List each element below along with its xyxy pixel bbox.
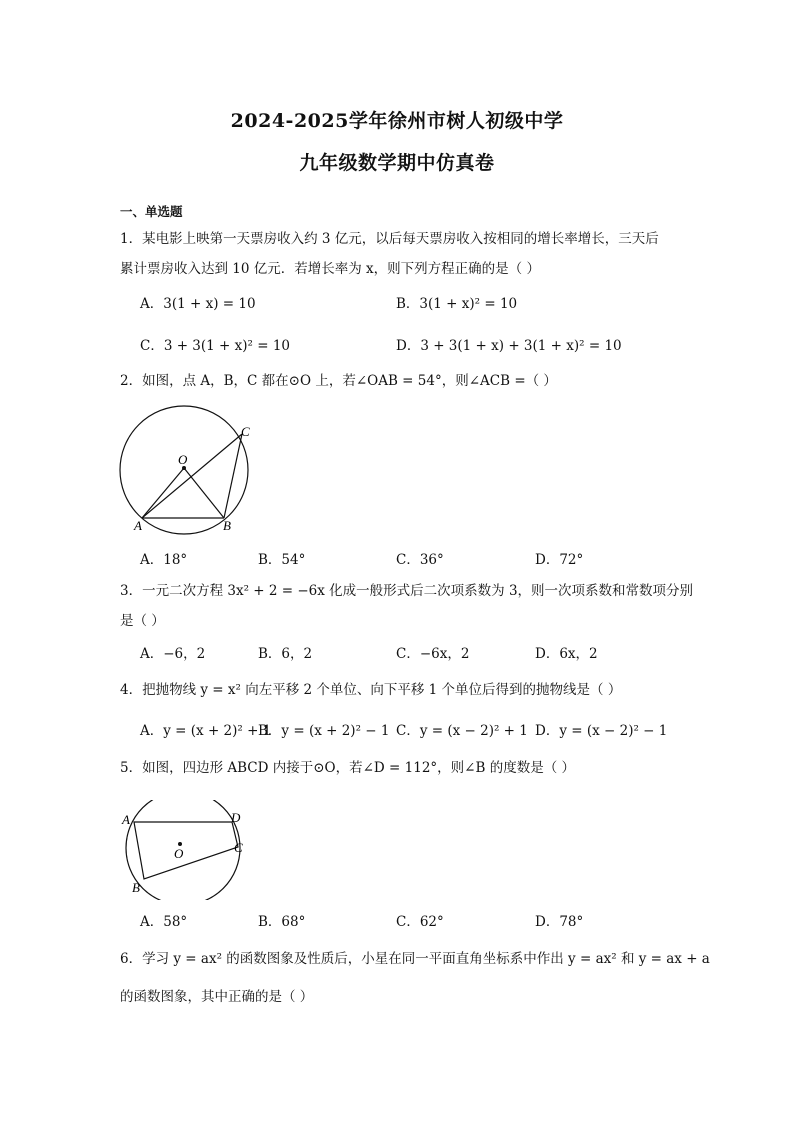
q5-circle-figure [114, 800, 254, 900]
q4-stem: 4．把抛物线 y = x² 向左平移 2 个单位、向下平移 1 个单位后得到的抛物线是（ ） [120, 682, 622, 698]
q1-stem-line1: 1．某电影上映第一天票房收入约 3 亿元，以后每天票房收入按相同的增长率增长，三天后 [120, 231, 659, 247]
q5-option-b: B．68° [258, 914, 306, 930]
q2-option-b: B．54° [258, 552, 306, 568]
q5-option-c: C．62° [396, 914, 444, 930]
q2-stem: 2．如图，点 A，B，C 都在⊙O 上，若∠OAB = 54°，则∠ACB =（ ） [120, 373, 557, 389]
q1-option-c: C．3 + 3(1 + x)² = 10 [140, 338, 291, 354]
q2-segment-oa [142, 468, 184, 518]
q5-option-d: D．78° [535, 914, 584, 930]
q2-circle-figure [112, 398, 262, 538]
section-heading: 一、单选题 [120, 204, 183, 219]
q5-stem: 5．如图，四边形 ABCD 内接于⊙O，若∠D = 112°，则∠B 的度数是（ ） [120, 760, 575, 776]
q1-option-d: D．3 + 3(1 + x) + 3(1 + x)² = 10 [396, 338, 622, 354]
q5-label-a: A [122, 812, 130, 827]
q2-segment-ob [184, 468, 224, 518]
q5-quadrilateral-abcd [134, 822, 238, 879]
q3-option-d: D．6x，2 [535, 646, 598, 662]
q1-option-a: A．3(1 + x) = 10 [140, 296, 256, 312]
exam-title-line1: 2024-2025学年徐州市树人初级中学 [230, 110, 564, 132]
q3-option-c: C．−6x，2 [396, 646, 470, 662]
q2-label-o: O [178, 452, 188, 467]
q3-stem-line2: 是（ ） [120, 613, 165, 629]
q2-option-a: A．18° [140, 552, 188, 568]
q4-option-d: D．y = (x − 2)² − 1 [535, 723, 668, 739]
q2-label-c: C [241, 424, 250, 439]
q6-stem-line2: 的函数图象，其中正确的是（ ） [120, 989, 314, 1005]
q5-option-a: A．58° [140, 914, 188, 930]
q2-label-a: A [134, 518, 142, 533]
q2-option-c: C．36° [396, 552, 444, 568]
q3-option-a: A．−6，2 [140, 646, 206, 662]
q5-label-o: O [174, 846, 184, 861]
exam-title-line2: 九年级数学期中仿真卷 [299, 152, 495, 174]
q5-label-b: B [132, 880, 140, 895]
q2-option-d: D．72° [535, 552, 584, 568]
q3-option-b: B．6，2 [258, 646, 313, 662]
q2-label-b: B [223, 518, 231, 533]
q5-label-d: D [231, 810, 241, 825]
q3-stem-line1: 3．一元二次方程 3x² + 2 = −6x 化成一般形式后二次项系数为 3，则一次项系数和常数项分别 [120, 583, 694, 599]
q4-option-a: A．y = (x + 2)² + 1 [140, 723, 272, 739]
q6-stem-line1: 6．学习 y = ax² 的函数图象及性质后，小星在同一平面直角坐标系中作出 y = ax² 和 y = ax + a [120, 951, 710, 967]
q1-stem-line2: 累计票房收入达到 10 亿元．若增长率为 x，则下列方程正确的是（ ） [120, 261, 540, 277]
q4-option-c: C．y = (x − 2)² + 1 [396, 723, 528, 739]
q1-option-b: B．3(1 + x)² = 10 [396, 296, 518, 312]
q4-option-b: B．y = (x + 2)² − 1 [258, 723, 390, 739]
q5-label-c: C [234, 840, 243, 855]
